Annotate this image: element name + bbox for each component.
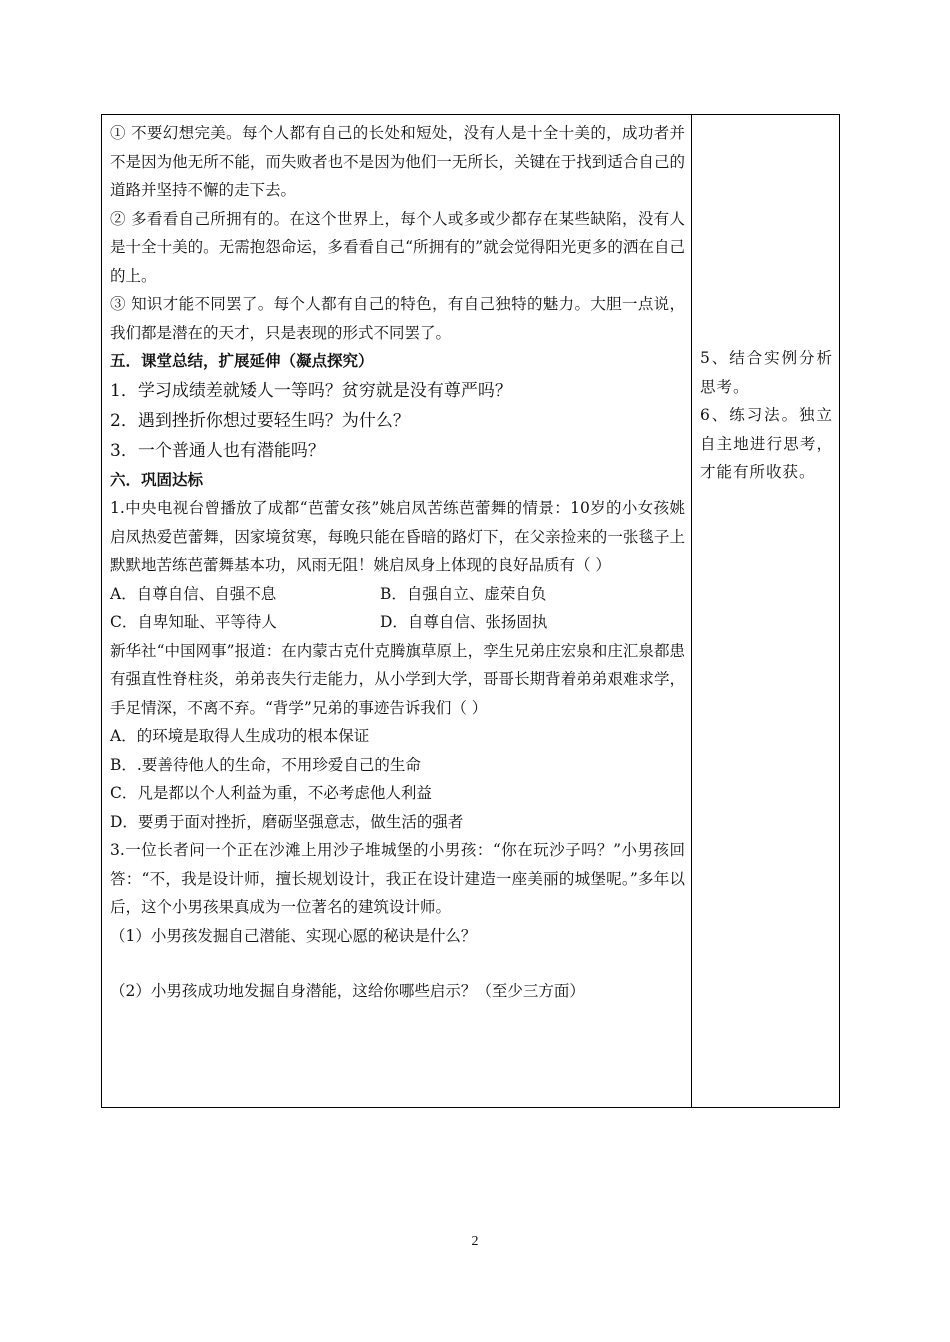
exercise-3: 3.一位长者问一个正在沙滩上用沙子堆城堡的小男孩：“你在玩沙子吗？”小男孩回答：“不，我是设计师，擅长规划设计，我正在设计建造一座美丽的城堡呢。”多年以后，这个小男孩果真成为一位著名的建筑设计师。 <box>110 841 685 916</box>
exercise-1-option-b: B．自强自立、虚荣自负 <box>380 584 547 603</box>
question-2: 2．遇到挫折你想过要轻生吗？为什么？ <box>110 410 410 431</box>
content-column <box>102 115 692 1107</box>
exercise-2: 新华社“中国网事”报道：在内蒙古克什克腾旗草原上，孪生兄弟庄宏泉和庄汇泉都患有强直性脊柱炎，弟弟丧失行走能力，从小学到大学，哥哥长期背着弟弟艰难求学，手足情深，不离不弃。“背学”兄弟的事迹告诉我们（ ） <box>110 641 685 717</box>
exercise-1-option-a: A．自尊自信、自强不息 <box>110 584 277 603</box>
question-3: 3．一个普通人也有潜能吗？ <box>110 440 325 461</box>
method-column <box>692 115 839 1107</box>
paragraph-1: ① 不要幻想完美。每个人都有自己的长处和短处，没有人是十全十美的，成功者并不是因为他无所不能，而失败者也不是因为他们一无所长，关键在于找到适合自己的道路并坚持不懈的走下去。 <box>110 124 685 199</box>
exercise-1-options-row-2 <box>110 608 685 637</box>
exercise-2-option-a: A．的环境是取得人生成功的根本保证 <box>110 727 370 745</box>
exercise-1-option-c: C．自卑知耻、平等待人 <box>110 613 277 631</box>
paragraph-2: ② 多看看自己所拥有的。在这个世界上，每个人或多或少都存在某些缺陷，没有人是十全十美的。无需抱怨命运，多看看自己“所拥有的”就会觉得阳光更多的洒在自己的上。 <box>110 209 685 285</box>
page-number: 2 <box>471 1234 479 1249</box>
exercise-3-question-2: （2）小男孩成功地发掘自身潜能，这给你哪些启示？（至少三方面） <box>110 982 585 1000</box>
paragraph-3: ③ 知识才能不同罢了。每个人都有自己的特色，有自己独特的魅力。大胆一点说，我们都是潜在的天才，只是表现的形式不同罢了。 <box>110 295 685 342</box>
question-1: 1．学习成绩差就矮人一等吗？贫穷就是没有尊严吗？ <box>110 380 512 401</box>
answer-space <box>110 950 685 977</box>
exercise-1: 1.中央电视台曾播放了成都“芭蕾女孩”姚启凤苦练芭蕾舞的情景：10岁的小女孩姚启凤热爱芭蕾舞，因家境贫寒，每晚只能在昏暗的路灯下，在父亲捡来的一张毯子上默默地苦练芭蕾舞基本功，风雨无阻！姚启凤身上体现的良好品质有（ ） <box>110 499 685 574</box>
method-note-6: 6、练习法。独立自主地进行思考，才能有所收获。 <box>700 406 833 481</box>
exercise-2-option-c: C．凡是都以个人利益为重，不必考虑他人利益 <box>110 784 432 802</box>
exercise-3-question-1: （1）小男孩发掘自己潜能、实现心愿的秘诀是什么？ <box>110 926 477 945</box>
exercise-1-options-row-1 <box>110 580 685 609</box>
method-note-5: 5、结合实例分析思考。 <box>700 349 833 396</box>
exercise-2-option-b: B．.要善待他人的生命，不用珍爱自己的生命 <box>110 755 421 774</box>
exercise-1-option-d: D．自尊自信、张扬固执 <box>380 613 548 631</box>
section-heading-5: 五．课堂总结，扩展延伸（凝点探究） <box>110 351 374 370</box>
exercise-2-option-d: D．要勇于面对挫折，磨砺坚强意志，做生活的强者 <box>110 812 464 831</box>
lesson-plan-table <box>101 114 840 1108</box>
section-heading-6: 六．巩固达标 <box>110 469 204 489</box>
